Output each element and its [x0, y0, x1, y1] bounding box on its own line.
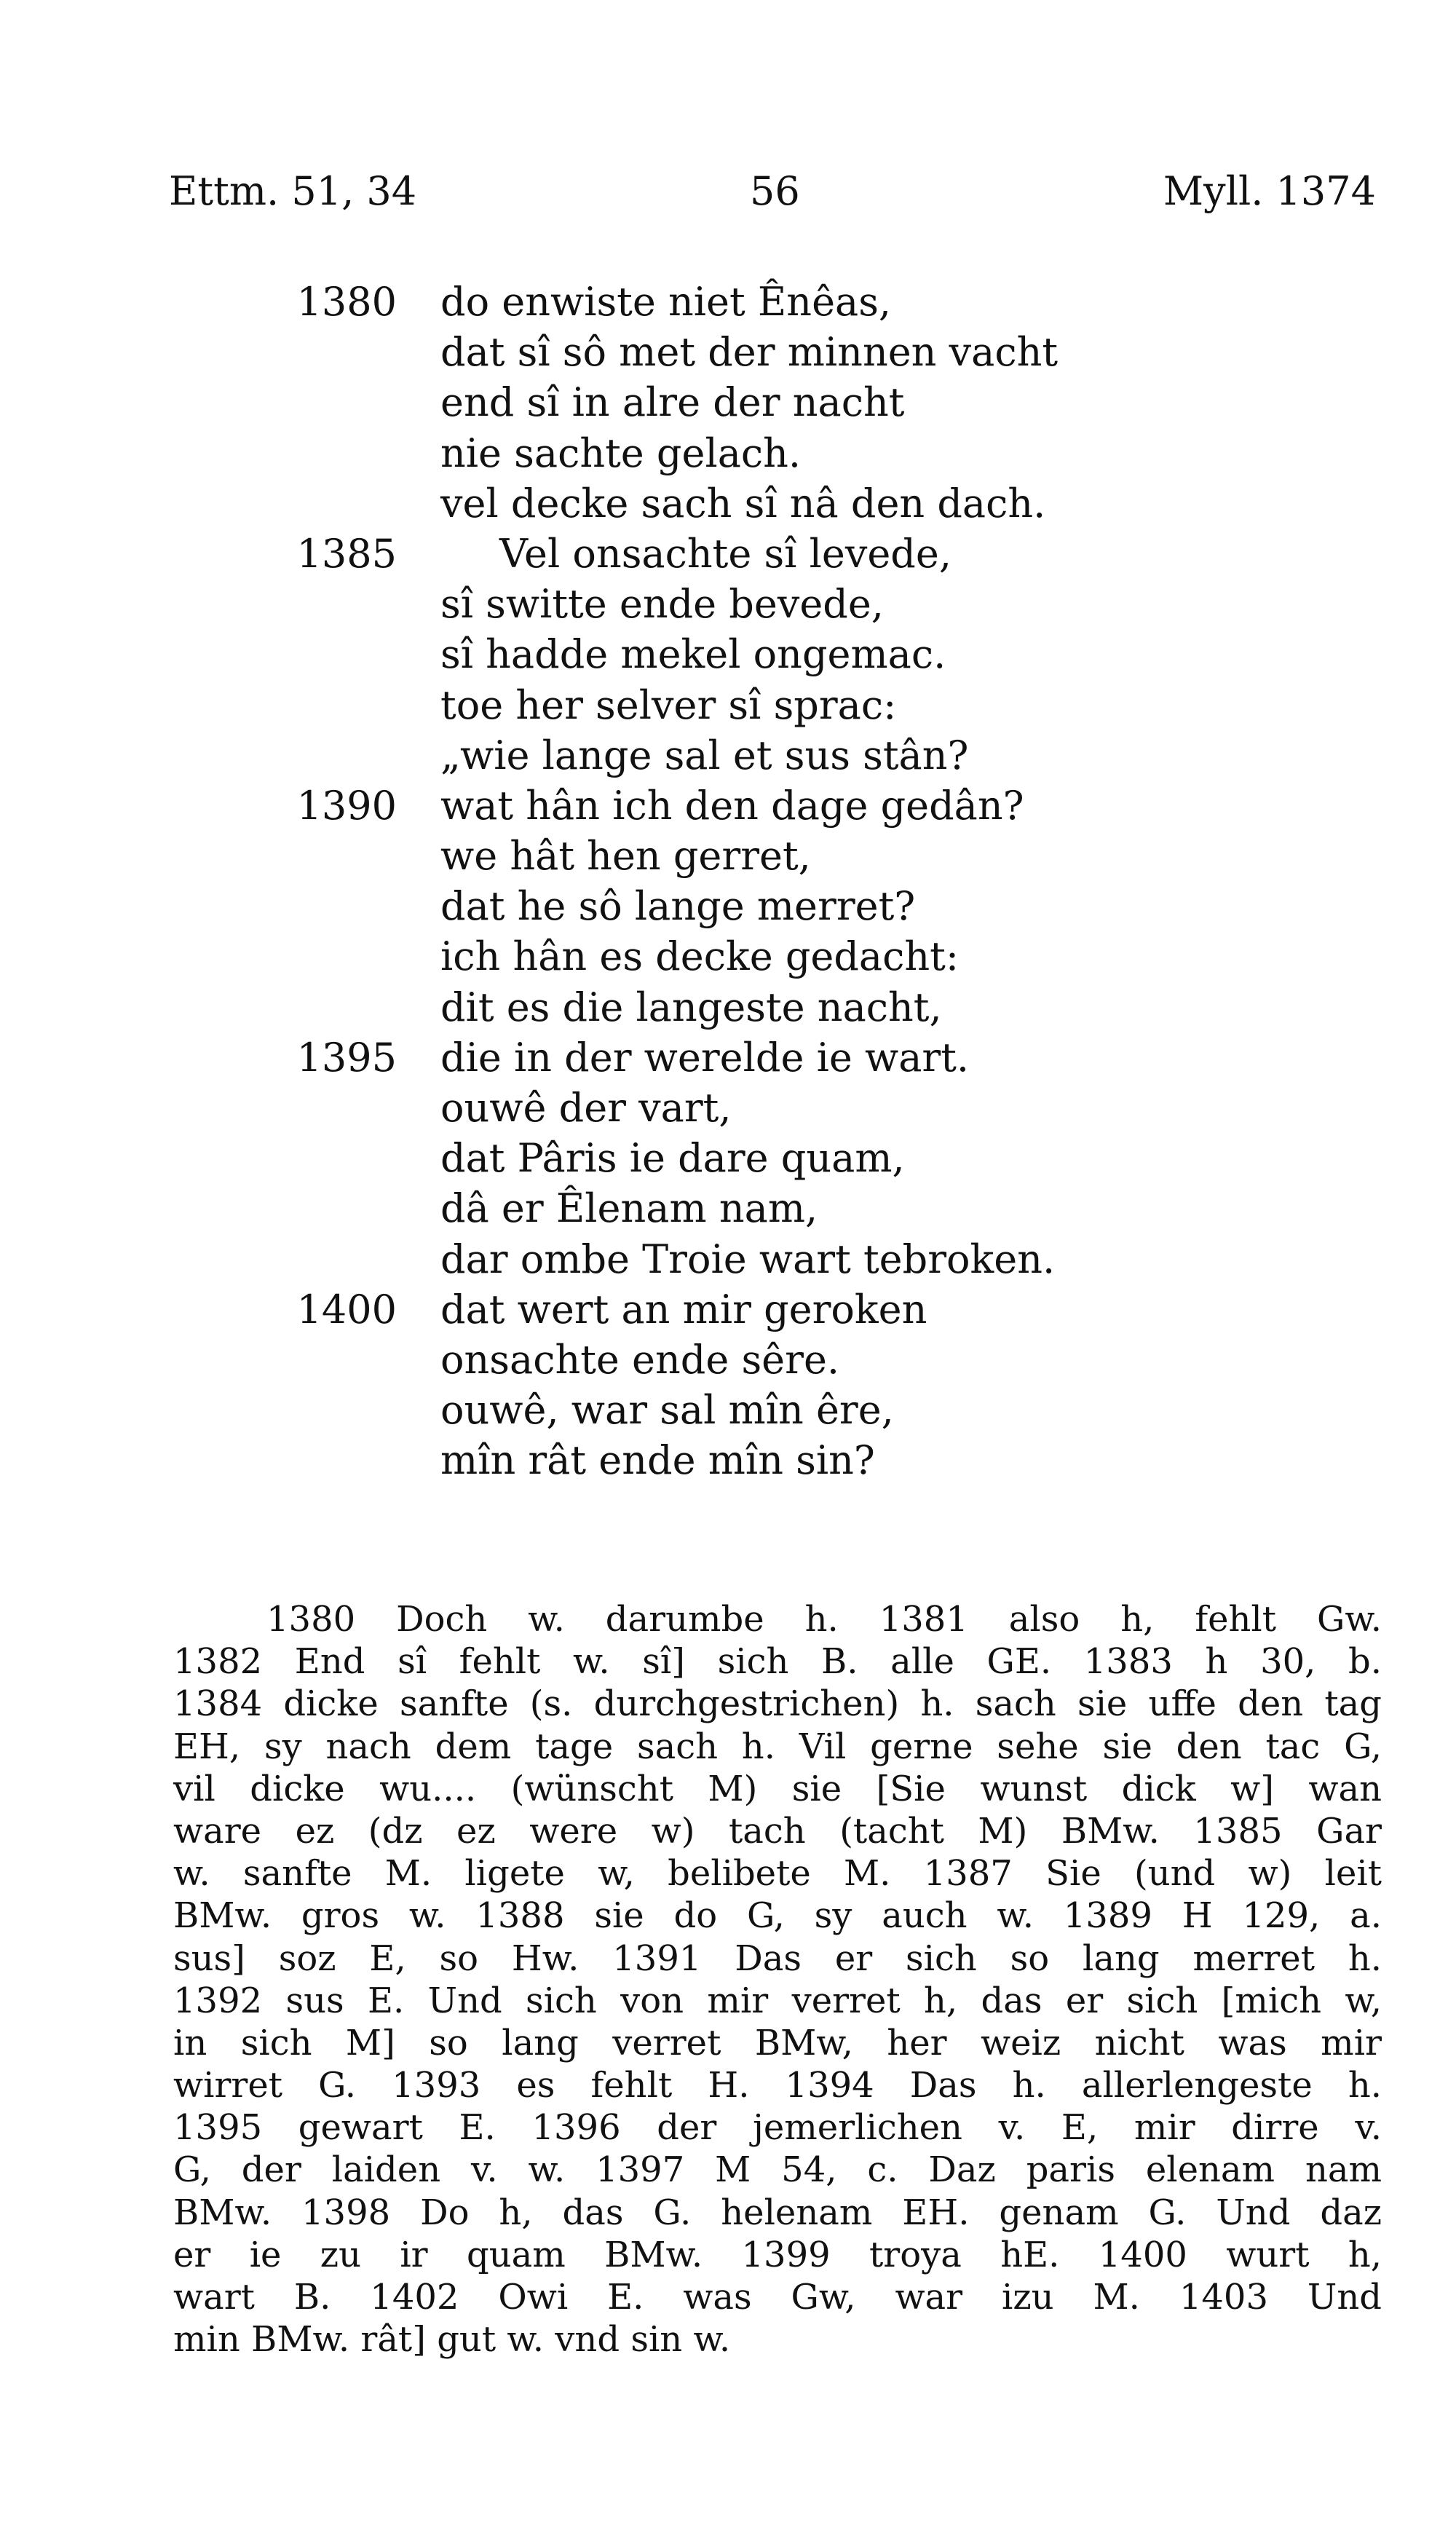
verse-text: dat sî sô met der minnen vacht: [440, 329, 1059, 376]
verse-line: [0, 982, 1456, 1032]
verse-number: 1385: [296, 530, 397, 577]
apparatus-line: ware ez (dz ez were w) tach (tacht M) BMw. 1385 Gar: [173, 1810, 1382, 1852]
verse-text: do enwiste niet Ênêas,: [440, 279, 892, 325]
verse-text: sî hadde mekel ongemac.: [440, 631, 946, 678]
verse-line: [0, 1385, 1456, 1435]
verse-text: dar ombe Troie wart tebroken.: [440, 1236, 1056, 1282]
verse-text: dat he sô lange merret?: [440, 883, 916, 930]
verse-line: [0, 529, 1456, 579]
page-number: 56: [750, 168, 800, 214]
verse-line: [0, 377, 1456, 427]
verse-text: Vel onsachte sî levede,: [499, 530, 951, 577]
verse-text: „wie lange sal et sus stân?: [440, 732, 969, 778]
verse-text: mîn rât ende mîn sin?: [440, 1437, 875, 1484]
verse-line: [0, 1284, 1456, 1335]
verse-line: [0, 1083, 1456, 1133]
apparatus-line: wart B. 1402 Owi E. was Gw, war izu M. 1403 Und: [173, 2277, 1382, 2318]
header-right-reference: Myll. 1374: [1163, 168, 1376, 214]
verse-line: [0, 1183, 1456, 1233]
apparatus-line: 1384 dicke sanfte (s. durchgestrichen) h. sach sie uffe den tag: [173, 1683, 1382, 1725]
apparatus-line: BMw. gros w. 1388 sie do G, sy auch w. 1389 H 129, a.: [173, 1895, 1382, 1937]
verse-line: [0, 831, 1456, 881]
verse-text: ouwê der vart,: [440, 1085, 732, 1131]
verse-line: [0, 1032, 1456, 1083]
verse-text: dat Pâris ie dare quam,: [440, 1135, 905, 1182]
apparatus-line: vil dicke wu.... (wünscht M) sie [Sie wunst dick w] wan: [173, 1768, 1382, 1809]
verse-text: we hât hen gerret,: [440, 833, 811, 880]
verse-line: [0, 327, 1456, 377]
verse-line: [0, 931, 1456, 981]
verse-text: ich hân es decke gedacht:: [440, 933, 960, 980]
verse-text: dâ er Êlenam nam,: [440, 1185, 818, 1232]
verse-line: [0, 730, 1456, 781]
apparatus-line: wirret G. 1393 es fehlt H. 1394 Das h. allerlengeste h.: [173, 2065, 1382, 2106]
verse-text-block: [0, 277, 1456, 1486]
verse-text: onsachte ende sêre.: [440, 1336, 840, 1383]
apparatus-line: G, der laiden v. w. 1397 M 54, c. Daz paris elenam nam: [173, 2149, 1382, 2191]
verse-line: [0, 1133, 1456, 1183]
verse-number: 1395: [296, 1034, 397, 1081]
apparatus-line: min BMw. rât] gut w. vnd sin w.: [173, 2319, 731, 2361]
verse-text: sî switte ende bevede,: [440, 581, 884, 628]
verse-text: dit es die langeste nacht,: [440, 984, 942, 1030]
verse-line: [0, 428, 1456, 478]
apparatus-line: er ie zu ir quam BMw. 1399 troya hE. 1400 wurt h,: [173, 2234, 1382, 2275]
verse-text: wat hân ich den dage gedân?: [440, 782, 1024, 829]
apparatus-line: w. sanfte M. ligete w, belibete M. 1387 Sie (und w) leit: [173, 1853, 1382, 1895]
verse-text: end sî in alre der nacht: [440, 379, 905, 426]
apparatus-line: 1380 Doch w. darumbe h. 1381 also h, fehlt Gw.: [266, 1599, 1382, 1640]
verse-line: [0, 478, 1456, 529]
verse-line: [0, 629, 1456, 679]
verse-text: dat wert an mir geroken: [440, 1286, 927, 1332]
verse-text: vel decke sach sî nâ den dach.: [440, 480, 1046, 526]
apparatus-line: sus] soz E, so Hw. 1391 Das er sich so lang merret h.: [173, 1937, 1382, 1979]
verse-line: [0, 1335, 1456, 1385]
verse-number: 1380: [296, 279, 397, 325]
verse-number: 1400: [296, 1286, 397, 1332]
verse-line: [0, 680, 1456, 730]
header-left-reference: Ettm. 51, 34: [169, 168, 417, 214]
verse-line: [0, 1435, 1456, 1485]
verse-text: toe her selver sî sprac:: [440, 682, 897, 728]
verse-line: [0, 277, 1456, 327]
verse-text: die in der werelde ie wart.: [440, 1034, 970, 1081]
verse-line: [0, 881, 1456, 931]
apparatus-line: in sich M] so lang verret BMw, her weiz nicht was mir: [173, 2022, 1382, 2063]
apparatus-line: EH, sy nach dem tage sach h. Vil gerne sehe sie den tac G,: [173, 1726, 1382, 1767]
verse-text: nie sachte gelach.: [440, 430, 802, 476]
running-header: [0, 166, 1456, 217]
apparatus-line: 1382 End sî fehlt w. sî] sich B. alle GE. 1383 h 30, b.: [173, 1641, 1382, 1683]
verse-line: [0, 1234, 1456, 1284]
apparatus-line: 1395 gewart E. 1396 der jemerlichen v. E, mir dirre v.: [173, 2107, 1382, 2149]
critical-apparatus: [173, 1598, 1382, 2361]
verse-number: 1390: [296, 782, 397, 829]
verse-text: ouwê, war sal mîn êre,: [440, 1387, 894, 1434]
apparatus-line: 1392 sus E. Und sich von mir verret h, das er sich [mich w,: [173, 1980, 1382, 2021]
verse-line: [0, 781, 1456, 831]
verse-line: [0, 579, 1456, 629]
apparatus-line: BMw. 1398 Do h, das G. helenam EH. genam G. Und daz: [173, 2192, 1382, 2233]
